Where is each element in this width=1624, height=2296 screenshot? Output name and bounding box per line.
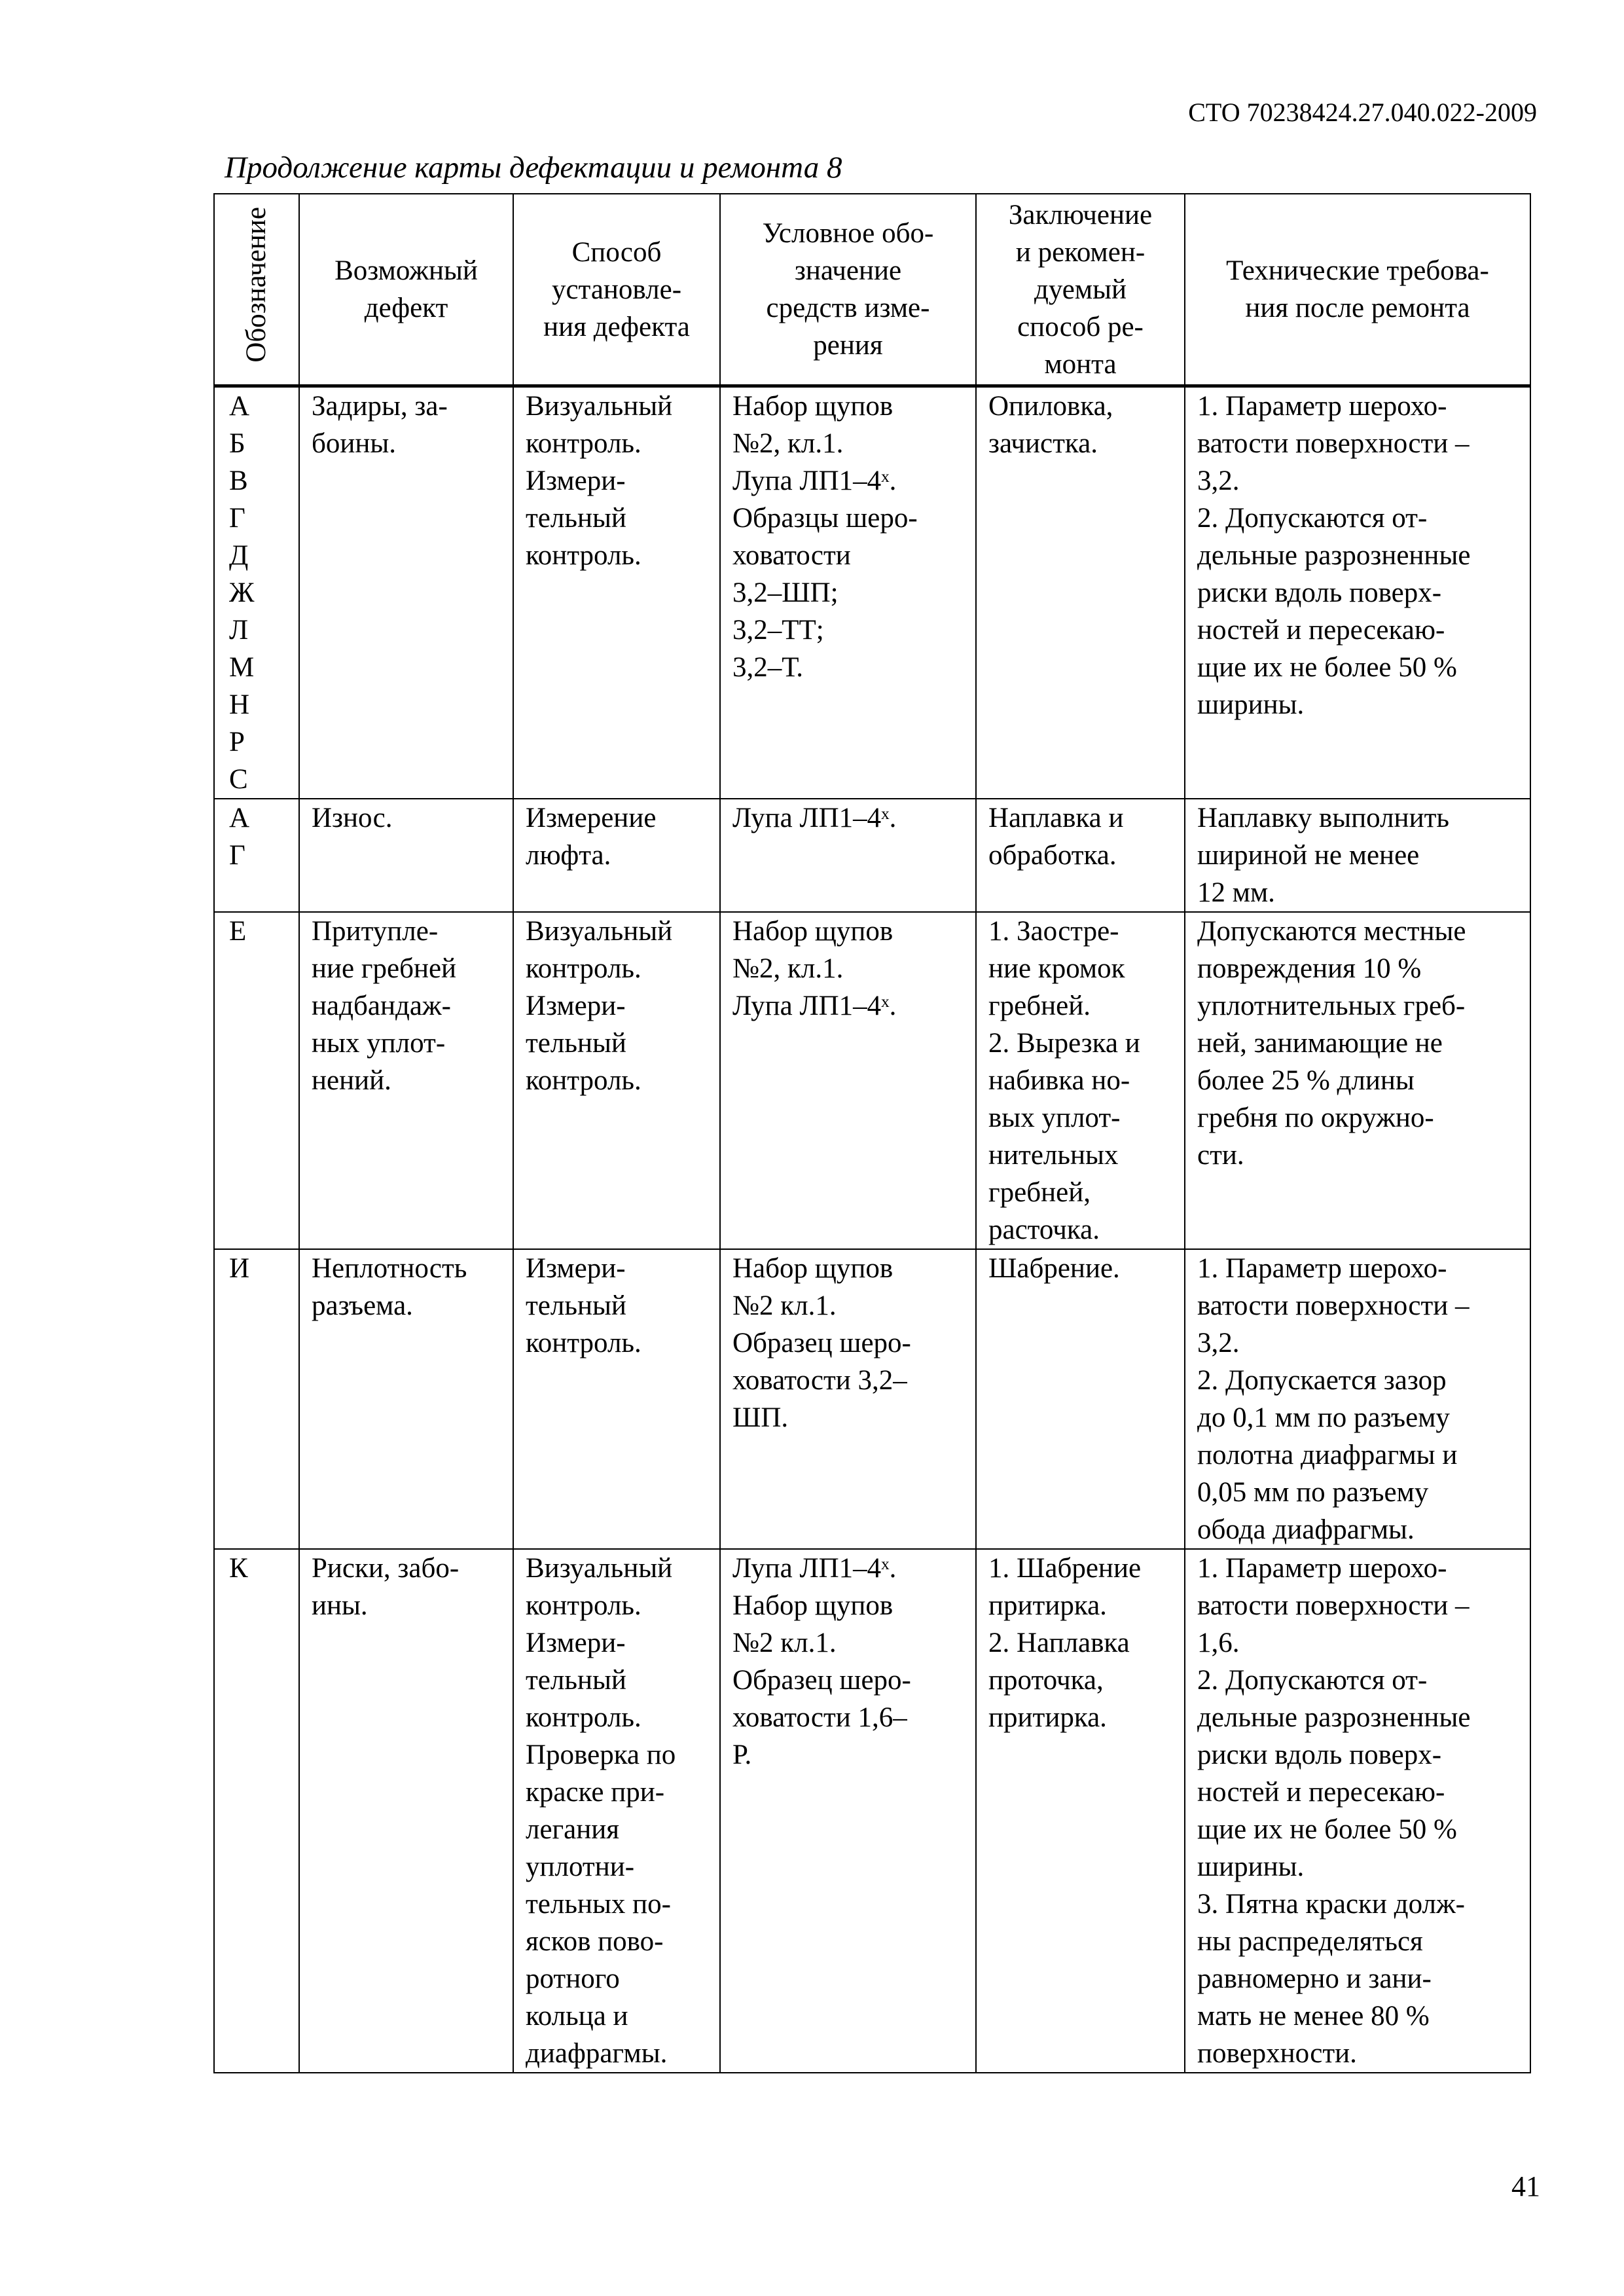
cell-requirements: Допускаются местные повреждения 10 % уплотнительных греб- ней, занимающие не более 25 % длины гребня по окружно- сти.: [1185, 912, 1530, 1249]
cell-defect: Притупле- ние гребней надбандаж- ных уплот- нений.: [299, 912, 513, 1249]
column-header-requirements: Технические требова- ния после ремонта: [1185, 194, 1530, 386]
table-row: [214, 386, 1530, 799]
column-header-defect: Возможный дефект: [299, 194, 513, 386]
cell-defect: Неплотность разъема.: [299, 1249, 513, 1549]
continuation-title: Продолжение карты дефектации и ремонта 8: [225, 151, 842, 185]
page-number: 41: [1511, 2170, 1540, 2202]
cell-method: Визуальный контроль. Измери- тельный контроль.: [513, 912, 720, 1249]
cell-instruments: Набор щупов №2 кл.1. Образец шеро- ховатости 3,2– ШП.: [720, 1249, 976, 1549]
column-header-method: Способ установле- ния дефекта: [513, 194, 720, 386]
cell-code: И: [214, 1249, 299, 1549]
column-header-code: [214, 194, 299, 386]
table-row: [214, 912, 1530, 1249]
cell-defect: Задиры, за- боины.: [299, 386, 513, 799]
cell-method: Визуальный контроль. Измери- тельный контроль.: [513, 386, 720, 799]
column-header-code-label: Обозначение: [241, 206, 272, 363]
cell-requirements: Наплавку выполнить шириной не менее 12 мм.: [1185, 799, 1530, 912]
cell-defect: Риски, забо- ины.: [299, 1549, 513, 2073]
table-row: [214, 799, 1530, 912]
cell-code: К: [214, 1549, 299, 2073]
cell-requirements: 1. Параметр шерохо- ватости поверхности – 1,6. 2. Допускаются от- дельные разрозненные риски вдоль поверх- ностей и пересекаю- щие их не более 50 % ширины. 3. Пятна краски долж- ны распределяться равномерно и зани- мать не менее 80 % поверхности.: [1185, 1549, 1530, 2073]
cell-defect: Износ.: [299, 799, 513, 912]
cell-repair: 1. Заостре- ние кромок гребней. 2. Вырезка и набивка но- вых уплот- нительных гребней, расточка.: [976, 912, 1185, 1249]
cell-repair: Шабрение.: [976, 1249, 1185, 1549]
table-row: [214, 1249, 1530, 1549]
table-header-row: [214, 194, 1530, 386]
defect-repair-table: [213, 193, 1531, 2073]
cell-method: Измерение люфта.: [513, 799, 720, 912]
column-header-instruments: Условное обо- значение средств изме- рения: [720, 194, 976, 386]
cell-code: А Г: [214, 799, 299, 912]
cell-instruments: Набор щупов №2, кл.1. Лупа ЛП1–4ˣ.: [720, 912, 976, 1249]
column-header-repair: Заключение и рекомен- дуемый способ ре- монта: [976, 194, 1185, 386]
cell-code: Е: [214, 912, 299, 1249]
cell-repair: Наплавка и обработка.: [976, 799, 1185, 912]
cell-instruments: Лупа ЛП1–4ˣ.: [720, 799, 976, 912]
cell-requirements: 1. Параметр шерохо- ватости поверхности – 3,2. 2. Допускаются от- дельные разрозненные риски вдоль поверх- ностей и пересекаю- щие их не более 50 % ширины.: [1185, 386, 1530, 799]
document-code: СТО 70238424.27.040.022-2009: [1188, 98, 1537, 127]
cell-repair: Опиловка, зачистка.: [976, 386, 1185, 799]
table-row: [214, 1549, 1530, 2073]
cell-method: Измери- тельный контроль.: [513, 1249, 720, 1549]
cell-repair: 1. Шабрение притирка. 2. Наплавка проточка, притирка.: [976, 1549, 1185, 2073]
cell-instruments: Лупа ЛП1–4ˣ. Набор щупов №2 кл.1. Образец шеро- ховатости 1,6– Р.: [720, 1549, 976, 2073]
cell-method: Визуальный контроль. Измери- тельный контроль. Проверка по краске при- легания уплотни- тельных по- ясков пово- ротного кольца и диафрагмы.: [513, 1549, 720, 2073]
cell-requirements: 1. Параметр шерохо- ватости поверхности – 3,2. 2. Допускается зазор до 0,1 мм по разъему полотна диафрагмы и 0,05 мм по разъему обода диафрагмы.: [1185, 1249, 1530, 1549]
cell-instruments: Набор щупов №2, кл.1. Лупа ЛП1–4ˣ. Образцы шеро- ховатости 3,2–ШП; 3,2–ТТ; 3,2–Т.: [720, 386, 976, 799]
cell-code: А Б В Г Д Ж Л М Н Р С: [214, 386, 299, 799]
